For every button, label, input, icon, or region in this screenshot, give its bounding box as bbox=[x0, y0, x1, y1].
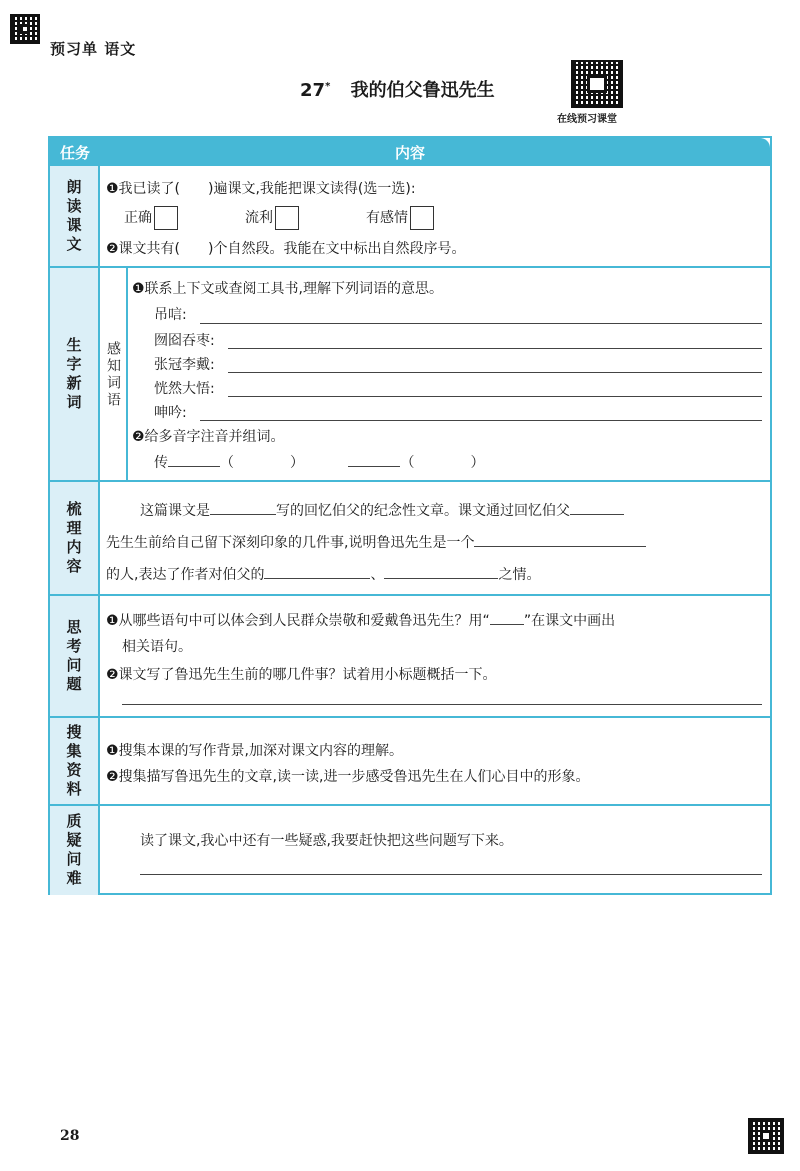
question-prompt: 读了课文,我心中还有一些疑惑,我要赶快把这些问题写下来。 bbox=[140, 833, 513, 849]
preview-table bbox=[48, 136, 772, 895]
task-label: 质疑问难 bbox=[50, 806, 100, 895]
option-correct[interactable]: 正确 bbox=[124, 206, 178, 230]
answer-line[interactable] bbox=[228, 396, 762, 397]
think-q1: ❶从哪些语句中可以体会到人民群众崇敬和爱戴鲁迅先生？用“ ”在课文中画出 bbox=[106, 613, 616, 629]
answer-blank[interactable] bbox=[474, 546, 646, 547]
task-label: 搜集资料 bbox=[50, 718, 100, 806]
collect-item-2: ❷搜集描写鲁迅先生的文章,读一读,进一步感受鲁迅先生在人们心目中的形象。 bbox=[106, 769, 590, 785]
answer-blank[interactable] bbox=[348, 466, 400, 467]
task-label: 朗读课文 bbox=[50, 166, 100, 268]
checkbox[interactable] bbox=[410, 206, 434, 230]
poly-char: 传 bbox=[154, 455, 168, 471]
checkbox[interactable] bbox=[275, 206, 299, 230]
sort-line1: 这篇课文是 写的回忆伯父的纪念性文章。课文通过回忆伯父 bbox=[140, 500, 624, 520]
collect-item-1: ❶搜集本课的写作背景,加深对课文内容的理解。 bbox=[106, 743, 403, 759]
answer-blank[interactable] bbox=[264, 578, 370, 579]
think-q1-cont: 相关语句。 bbox=[122, 639, 192, 655]
row-sort bbox=[50, 480, 770, 596]
checkbox[interactable] bbox=[154, 206, 178, 230]
answer-line[interactable] bbox=[228, 348, 762, 349]
word-2: 囫囵吞枣: bbox=[154, 333, 215, 349]
sub-label: 感知词语 bbox=[100, 268, 128, 482]
corner-qr-bottom-right bbox=[748, 1118, 784, 1154]
task-label: 思考问题 bbox=[50, 596, 100, 718]
row-question bbox=[50, 804, 770, 895]
answer-line[interactable] bbox=[122, 704, 762, 705]
lesson-number: 27 bbox=[300, 80, 326, 101]
sort-line2: 先生生前给自己留下深刻印象的几件事,说明鲁迅先生是一个 bbox=[106, 532, 646, 552]
option-fluent[interactable]: 流利 bbox=[245, 206, 299, 230]
reading-line1: ❶我已读了( )遍课文,我能把课文读得(选一选): bbox=[106, 181, 416, 197]
answer-line[interactable] bbox=[140, 874, 762, 875]
header-label: 预习单 语文 bbox=[50, 40, 137, 58]
sort-line3: 的人,表达了作者对伯父的 、 之情。 bbox=[106, 567, 541, 583]
word-3: 张冠李戴: bbox=[154, 357, 215, 373]
row-vocab bbox=[50, 266, 770, 482]
header-content: 内容 bbox=[394, 144, 425, 162]
table-header bbox=[50, 138, 770, 164]
task-label: 生字新词 bbox=[50, 268, 100, 482]
vocab-intro: ❶联系上下文或查阅工具书,理解下列词语的意思。 bbox=[132, 281, 443, 297]
answer-blank[interactable] bbox=[168, 466, 220, 467]
answer-line[interactable] bbox=[200, 323, 762, 324]
option-emotional[interactable]: 有感情 bbox=[366, 206, 434, 230]
row-reading bbox=[50, 164, 770, 268]
poly-item: 传 （ ） （ ） bbox=[154, 455, 485, 471]
lesson-mark: * bbox=[325, 81, 331, 92]
word-1: 吊唁: bbox=[154, 307, 187, 323]
think-q2: ❷课文写了鲁迅先生生前的哪几件事？试着用小标题概括一下。 bbox=[106, 667, 497, 683]
answer-blank[interactable] bbox=[384, 578, 498, 579]
row-collect bbox=[50, 716, 770, 806]
poly-intro: ❷给多音字注音并组词。 bbox=[132, 429, 285, 445]
row-think bbox=[50, 594, 770, 718]
lesson-qr-code[interactable] bbox=[571, 60, 623, 108]
word-4: 恍然大悟: bbox=[154, 381, 215, 397]
lesson-title-text: 我的伯父鲁迅先生 bbox=[350, 80, 495, 101]
word-5: 呻吟: bbox=[154, 405, 187, 421]
lesson-title bbox=[300, 76, 495, 102]
qr-caption: 在线预习课堂 bbox=[557, 114, 617, 125]
header-task: 任务 bbox=[59, 144, 90, 162]
answer-line[interactable] bbox=[200, 420, 762, 421]
page-number: 28 bbox=[60, 1128, 80, 1144]
answer-blank[interactable] bbox=[210, 514, 276, 515]
reading-line2: ❷课文共有( )个自然段。我能在文中标出自然段序号。 bbox=[106, 241, 466, 257]
answer-blank[interactable] bbox=[570, 514, 624, 515]
task-label: 梳理内容 bbox=[50, 482, 100, 596]
corner-qr-top-left bbox=[10, 14, 40, 44]
underline-mark bbox=[490, 624, 524, 625]
answer-line[interactable] bbox=[228, 372, 762, 373]
